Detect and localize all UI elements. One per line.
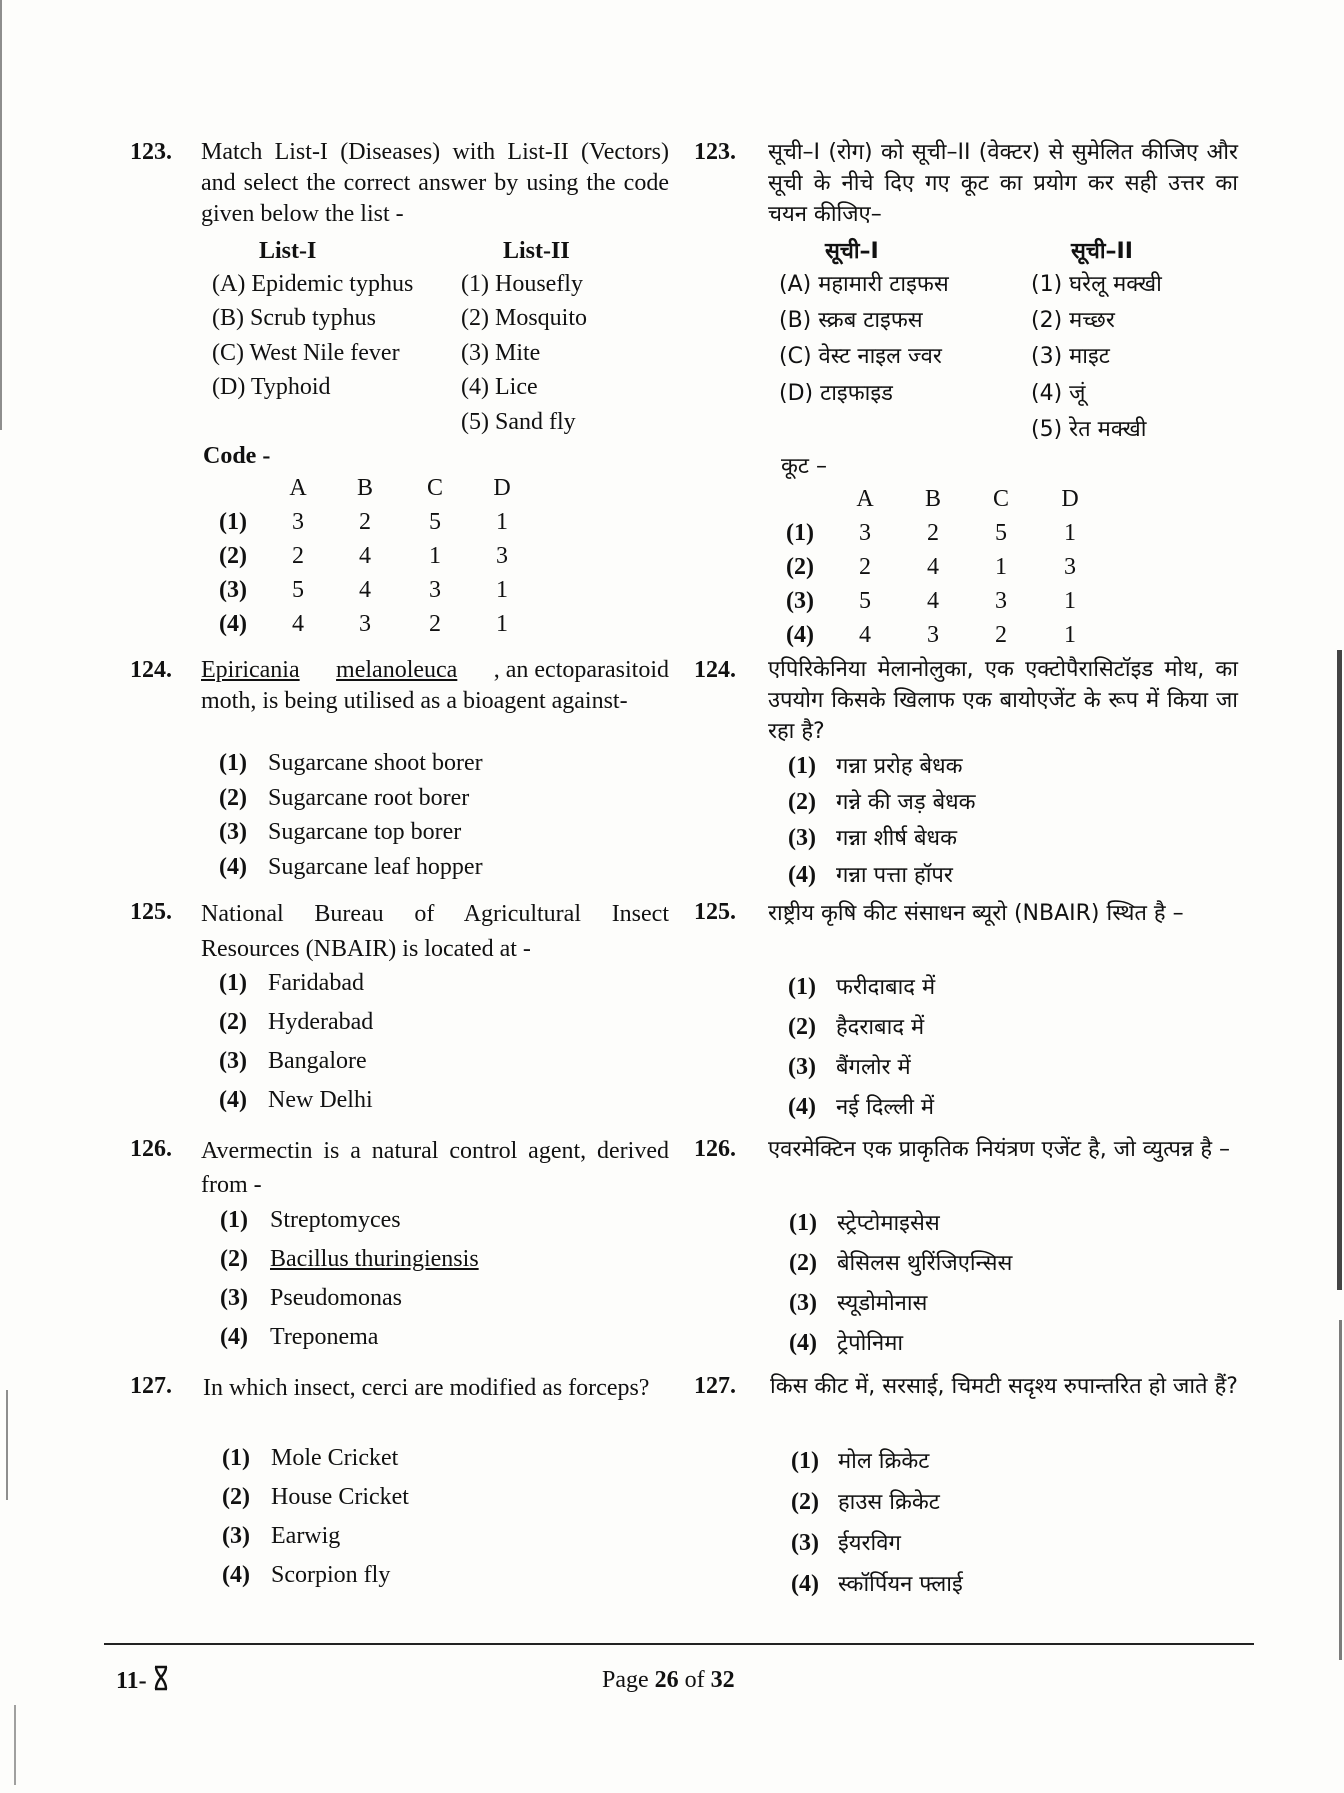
option-text: स्ट्रेप्टोमाइसेस: [837, 1211, 940, 1236]
page-indicator: [602, 1665, 735, 1696]
code-cell: 5: [292, 577, 304, 603]
option-text: हैदराबाद में: [836, 1015, 925, 1040]
question-number: 125.: [130, 899, 172, 925]
option-number: (4): [791, 1571, 819, 1597]
option-number: (4): [788, 862, 816, 888]
option-text: Sugarcane root borer: [268, 785, 470, 811]
code-cell: 3: [1064, 554, 1076, 580]
option-text: स्कॉर्पियन फ्लाई: [838, 1572, 963, 1597]
list2-item: (3) Mite: [461, 340, 541, 366]
option-number: (1): [788, 974, 816, 1000]
option-text: हाउस क्रिकेट: [838, 1490, 940, 1515]
option-number: (1): [220, 1207, 248, 1233]
code-row-label: (1): [219, 509, 247, 535]
code-header: D: [493, 475, 511, 501]
code-header: D: [1061, 486, 1079, 512]
option-text: गन्ना प्ररोह बेधक: [836, 754, 963, 779]
page-prefix: Page: [602, 1667, 655, 1693]
code-cell: 5: [995, 520, 1007, 546]
list2-item: (3) माइट: [1031, 344, 1110, 369]
code-row-label: (2): [786, 554, 814, 580]
list1-item: (C) West Nile fever: [212, 340, 400, 366]
code-cell: 1: [496, 611, 508, 637]
code-cell: 1: [995, 554, 1007, 580]
scan-edge-mark: [0, 0, 2, 430]
option-text: ट्रेपोनिमा: [837, 1331, 904, 1356]
list1-item: (D) टाइफाइड: [779, 381, 893, 406]
option-number: (1): [219, 970, 247, 996]
question-text-line: moth, is being utilised as a bioagent against-: [201, 688, 628, 714]
option-text: Scorpion fly: [271, 1562, 391, 1588]
code-cell: 2: [429, 611, 441, 637]
code-cell: 3: [292, 509, 304, 535]
question-number: 127.: [694, 1373, 736, 1399]
option-number: (4): [222, 1562, 250, 1588]
list1-title: सूची–I: [825, 239, 879, 264]
code-cell: 2: [995, 622, 1007, 648]
code-cell: 3: [859, 520, 871, 546]
option-number: (1): [789, 1210, 817, 1236]
option-number: (3): [220, 1285, 248, 1311]
code-header: B: [924, 486, 941, 512]
list1-item: (B) Scrub typhus: [212, 305, 376, 331]
code-cell: 3: [995, 588, 1007, 614]
question-text: Match List-I (Diseases) with List-II (Vectors) and select the correct answer by using the code given below the list -: [201, 139, 669, 227]
footer-rule: [104, 1643, 1254, 1645]
option-text: गन्ना शीर्ष बेधक: [836, 826, 957, 851]
option-number: (2): [219, 1009, 247, 1035]
option-number: (2): [219, 785, 247, 811]
code-label: कूट –: [781, 454, 827, 479]
species-genus: Epiricania: [201, 657, 300, 683]
option-number: (4): [219, 1087, 247, 1113]
code-row-label: (4): [219, 611, 247, 637]
booklet-code-prefix: 11-: [116, 1668, 153, 1695]
code-cell: 4: [927, 588, 939, 614]
option-number: (4): [789, 1330, 817, 1356]
option-number: (4): [219, 854, 247, 880]
list2-item: (5) Sand fly: [461, 409, 576, 435]
code-cell: 5: [429, 509, 441, 535]
option-number: (4): [788, 1094, 816, 1120]
scan-edge-mark: [6, 1390, 8, 1500]
code-cell: 1: [1064, 520, 1076, 546]
option-text: Sugarcane shoot borer: [268, 750, 483, 776]
booklet-code: [116, 1665, 169, 1700]
question-text: In which insect, cerci are modified as forceps?: [203, 1375, 650, 1401]
list2-title: List-II: [503, 238, 570, 264]
question-text-part: , an ectoparasitoid: [493, 657, 669, 683]
code-cell: 1: [1064, 622, 1076, 648]
question-text-hindi: एवरमेक्टिन एक प्राकृतिक नियंत्रण एजेंट है, जो व्युत्पन्न है –: [768, 1137, 1231, 1162]
code-cell: 3: [496, 543, 508, 569]
question-text-line: [201, 655, 669, 686]
page-current: 26: [654, 1667, 679, 1693]
code-header: B: [356, 475, 373, 501]
list2-item: (4) Lice: [461, 374, 538, 400]
question-number: 123.: [694, 139, 736, 165]
code-cell: 3: [429, 577, 441, 603]
option-number: (2): [789, 1250, 817, 1276]
list1-item: (A) महामारी टाइफस: [779, 272, 949, 297]
list2-item: (2) मच्छर: [1031, 308, 1115, 333]
list2-item: (2) Mosquito: [461, 305, 587, 331]
option-text: स्यूडोमोनास: [837, 1291, 928, 1316]
option-number: (2): [791, 1489, 819, 1515]
question-text-hindi: सूची–I (रोग) को सूची–II (वेक्टर) से सुमेलित कीजिए और सूची के नीचे दिए गए कूट का प्रयोग कर सही उत्तर का चयन कीजिए–: [768, 140, 1238, 227]
option-text: Mole Cricket: [271, 1445, 399, 1471]
code-cell: 2: [927, 520, 939, 546]
question-number: 124.: [130, 657, 172, 683]
option-number: (1): [222, 1445, 250, 1471]
option-text: Faridabad: [268, 970, 364, 996]
list1-item: (C) वेस्ट नाइल ज्वर: [779, 344, 942, 369]
option-text: बेसिलस थुरिंजिएन्सिस: [837, 1251, 1013, 1276]
code-cell: 4: [359, 543, 371, 569]
option-text: Bangalore: [268, 1048, 367, 1074]
question-number: 123.: [130, 139, 172, 165]
question-number: 126.: [694, 1136, 736, 1162]
list2-item: (1) Housefly: [461, 271, 583, 297]
question-number: 127.: [130, 1373, 172, 1399]
option-number: (1): [791, 1448, 819, 1474]
option-number: (3): [789, 1290, 817, 1316]
option-text: फरीदाबाद में: [836, 975, 936, 1000]
option-text: Streptomyces: [270, 1207, 401, 1233]
option-text: Sugarcane top borer: [268, 819, 462, 845]
option-number: (3): [788, 1054, 816, 1080]
option-text: बैंगलोर में: [836, 1055, 911, 1080]
list1-title: List-I: [259, 238, 317, 264]
option-number: (1): [788, 753, 816, 779]
hourglass-icon: [153, 1665, 169, 1700]
code-cell: 4: [292, 611, 304, 637]
code-cell: 4: [927, 554, 939, 580]
option-text: Treponema: [270, 1324, 379, 1350]
option-text: नई दिल्ली में: [836, 1095, 935, 1120]
option-number: (3): [219, 1048, 247, 1074]
option-text: ईयरविग: [838, 1531, 901, 1556]
code-cell: 5: [859, 588, 871, 614]
scan-edge-mark: [14, 1705, 16, 1785]
code-row-label: (1): [786, 520, 814, 546]
option-number: (3): [788, 825, 816, 851]
code-cell: 3: [927, 622, 939, 648]
code-cell: 1: [1064, 588, 1076, 614]
option-text: Bacillus thuringiensis: [270, 1246, 479, 1272]
page-mid: of: [678, 1667, 711, 1693]
option-text: Earwig: [271, 1523, 341, 1549]
option-number: (2): [222, 1484, 250, 1510]
option-number: (3): [219, 819, 247, 845]
question-text: Avermectin is a natural control agent, derived from -: [201, 1138, 669, 1198]
question-number: 124.: [694, 657, 736, 683]
question-number: 126.: [130, 1136, 172, 1162]
question-text: National Bureau of Agricultural Insect Resources (NBAIR) is located at -: [201, 901, 669, 962]
option-text: Pseudomonas: [270, 1285, 402, 1311]
option-text: Hyderabad: [268, 1009, 374, 1035]
code-label: Code -: [203, 443, 271, 469]
code-cell: 1: [429, 543, 441, 569]
code-row-label: (2): [219, 543, 247, 569]
code-cell: 2: [859, 554, 871, 580]
list1-item: (B) स्क्रब टाइफस: [779, 308, 923, 333]
option-text: New Delhi: [268, 1087, 373, 1113]
option-text: House Cricket: [271, 1484, 409, 1510]
code-cell: 4: [859, 622, 871, 648]
question-number: 125.: [694, 899, 736, 925]
code-header: A: [289, 475, 307, 501]
option-number: (2): [788, 1014, 816, 1040]
code-row-label: (3): [219, 577, 247, 603]
species-epithet: melanoleuca: [336, 657, 458, 683]
code-header: C: [992, 486, 1009, 512]
option-number: (2): [220, 1246, 248, 1272]
option-number: (3): [791, 1530, 819, 1556]
list2-item: (5) रेत मक्खी: [1031, 417, 1147, 442]
code-cell: 1: [496, 509, 508, 535]
option-number: (3): [222, 1523, 250, 1549]
list1-item: (A) Epidemic typhus: [212, 271, 414, 297]
question-text-hindi: एपिरिकेनिया मेलानोलुका, एक एक्टोपैरासिटॉइड मोथ, का उपयोग किसके खिलाफ एक बायोएजेंट के रूप में किया जा रहा है?: [768, 657, 1238, 744]
question-text-hindi: किस कीट में, सरसाई, चिमटी सदृश्य रुपान्तरित हो जाते हैं?: [770, 1374, 1238, 1399]
list1-item: (D) Typhoid: [212, 374, 331, 400]
option-text: Sugarcane leaf hopper: [268, 854, 483, 880]
option-text: गन्ने की जड़ बेधक: [836, 790, 976, 815]
scan-edge-mark: [1337, 650, 1342, 1290]
option-text: मोल क्रिकेट: [838, 1449, 930, 1474]
option-number: (4): [220, 1324, 248, 1350]
list2-item: (4) जूं: [1031, 381, 1086, 406]
list2-title: सूची–II: [1071, 239, 1133, 264]
option-number: (1): [219, 750, 247, 776]
code-cell: 2: [359, 509, 371, 535]
page-total: 32: [710, 1667, 735, 1693]
code-row-label: (4): [786, 622, 814, 648]
code-cell: 2: [292, 543, 304, 569]
option-text: गन्ना पत्ता हॉपर: [836, 863, 953, 888]
option-number: (2): [788, 789, 816, 815]
question-text-hindi: राष्ट्रीय कृषि कीट संसाधन ब्यूरो (NBAIR) स्थित है –: [768, 901, 1184, 926]
code-header: C: [426, 475, 443, 501]
code-cell: 4: [359, 577, 371, 603]
list2-item: (1) घरेलू मक्खी: [1031, 272, 1162, 297]
code-cell: 3: [359, 611, 371, 637]
code-row-label: (3): [786, 588, 814, 614]
code-cell: 1: [496, 577, 508, 603]
code-header: A: [856, 486, 874, 512]
scan-edge-mark: [1339, 1320, 1342, 1660]
